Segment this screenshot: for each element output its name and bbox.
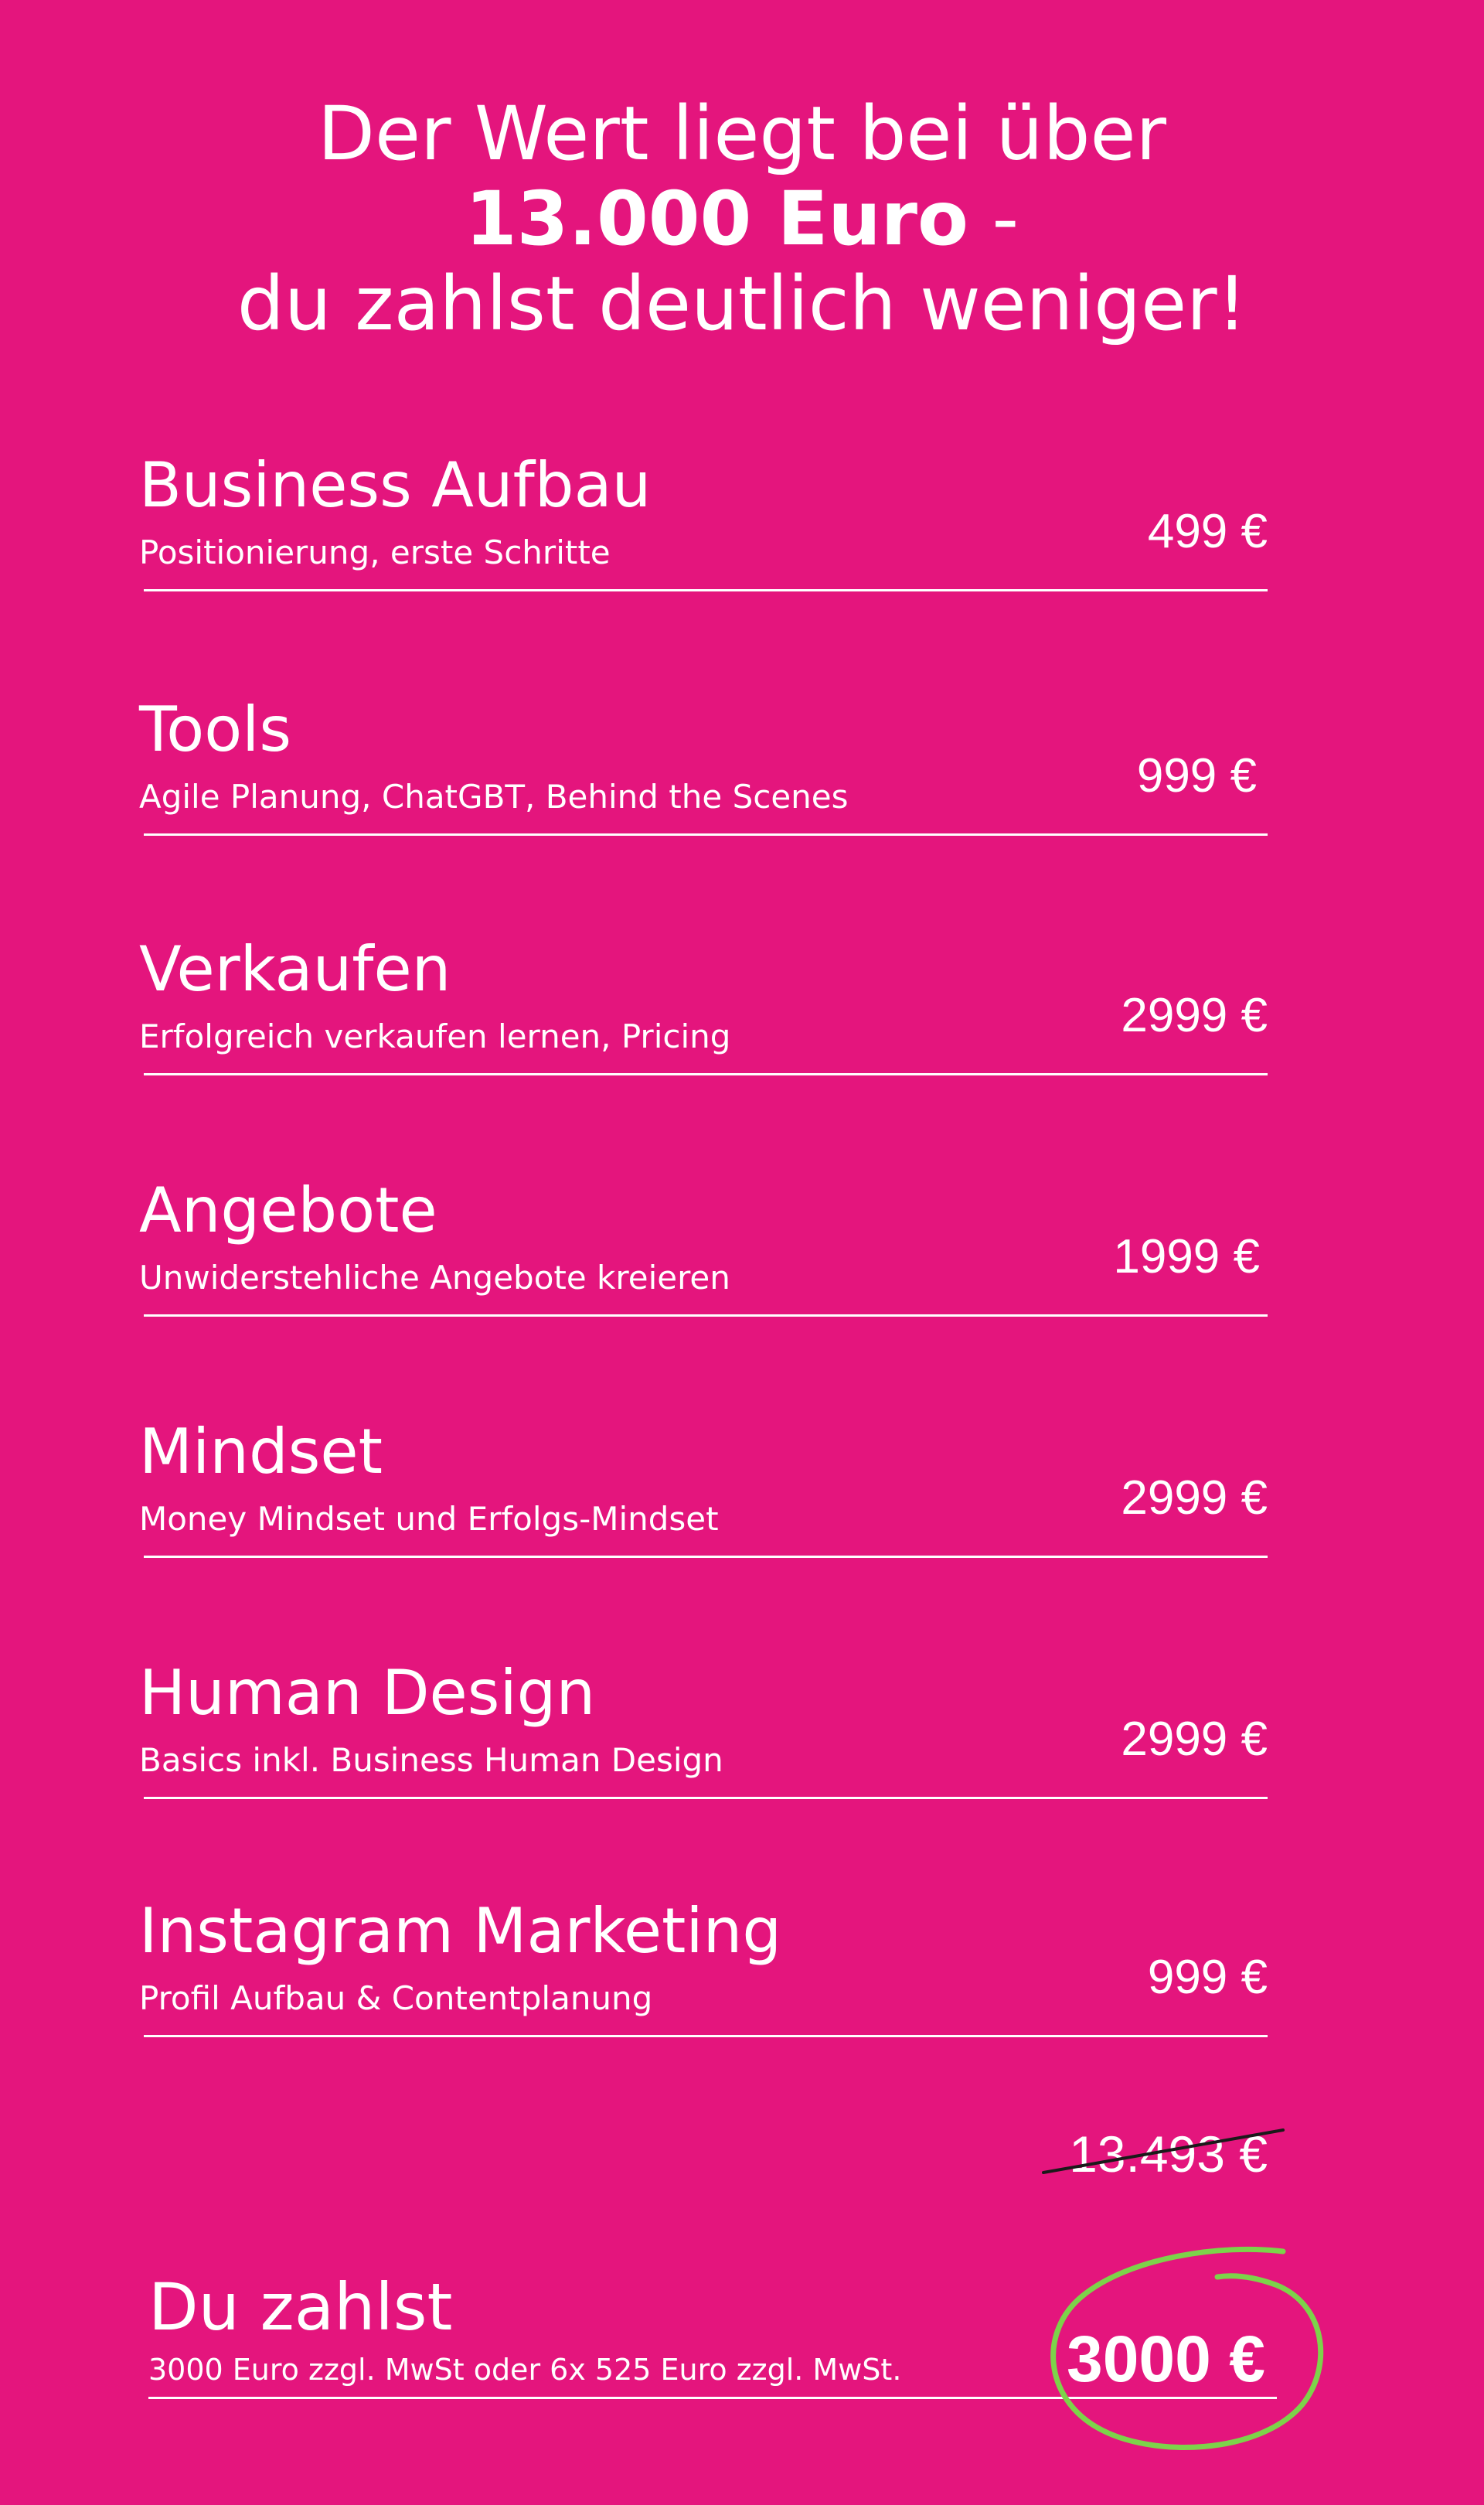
item-tools — [139, 693, 1268, 847]
item-divider — [144, 1314, 1268, 1317]
item-subtitle: Profil Aufbau & Contentplanung — [139, 1979, 653, 2017]
item-price: 1999 € — [1113, 1230, 1260, 1283]
item-price: 2999 € — [1121, 1471, 1268, 1525]
item-subtitle: Agile Planung, ChatGBT, Behind the Scenes — [139, 778, 849, 816]
item-title: Instagram Marketing — [139, 1895, 782, 1967]
item-mindset — [139, 1415, 1268, 1569]
item-title: Verkaufen — [139, 933, 451, 1005]
item-divider — [144, 833, 1268, 836]
item-subtitle: Unwiderstehliche Angebote kreieren — [139, 1259, 730, 1297]
item-divider — [144, 1073, 1268, 1075]
headline — [0, 91, 1484, 346]
item-price: 999 € — [1136, 749, 1257, 803]
item-subtitle: Basics inkl. Business Human Design — [139, 1741, 723, 1779]
item-divider — [144, 1556, 1268, 1558]
headline-dash: - — [968, 176, 1019, 262]
item-divider — [144, 1797, 1268, 1799]
item-divider — [144, 589, 1268, 591]
item-price: 499 € — [1147, 505, 1268, 558]
item-subtitle: Positionierung, erste Schritte — [139, 533, 611, 571]
item-subtitle: Erfolgreich verkaufen lernen, Pricing — [139, 1017, 731, 1055]
item-title: Tools — [139, 694, 292, 765]
item-title: Business Aufbau — [139, 449, 652, 521]
payment-subtitle: 3000 Euro zzgl. MwSt oder 6x 525 Euro zzgl. MwSt. — [148, 2353, 902, 2387]
item-subtitle: Money Mindset und Erfolgs-Mindset — [139, 1500, 719, 1538]
strikethrough-line — [1036, 2122, 1291, 2184]
headline-line-2 — [0, 176, 1484, 261]
headline-value: 13.000 Euro — [465, 176, 968, 262]
item-title: Human Design — [139, 1657, 596, 1729]
item-angebote — [139, 1174, 1268, 1328]
item-human-design — [139, 1656, 1268, 1811]
item-divider — [144, 2035, 1268, 2037]
old-total-price: 13.493 € — [1069, 2125, 1268, 2183]
item-business-aufbau — [139, 448, 1268, 603]
item-price: 2999 € — [1121, 1713, 1268, 1766]
item-title: Angebote — [139, 1174, 437, 1246]
final-price: 3000 € — [1067, 2323, 1265, 2395]
item-price: 2999 € — [1121, 989, 1268, 1042]
item-title: Mindset — [139, 1416, 383, 1488]
payment-title: Du zahlst — [148, 2269, 453, 2345]
headline-line-1: Der Wert liegt bei über — [318, 90, 1166, 177]
headline-line-3: du zahlst deutlich weniger! — [237, 261, 1247, 347]
item-verkaufen — [139, 932, 1268, 1087]
item-instagram-marketing — [139, 1894, 1268, 2049]
item-price: 999 € — [1147, 1951, 1268, 2004]
